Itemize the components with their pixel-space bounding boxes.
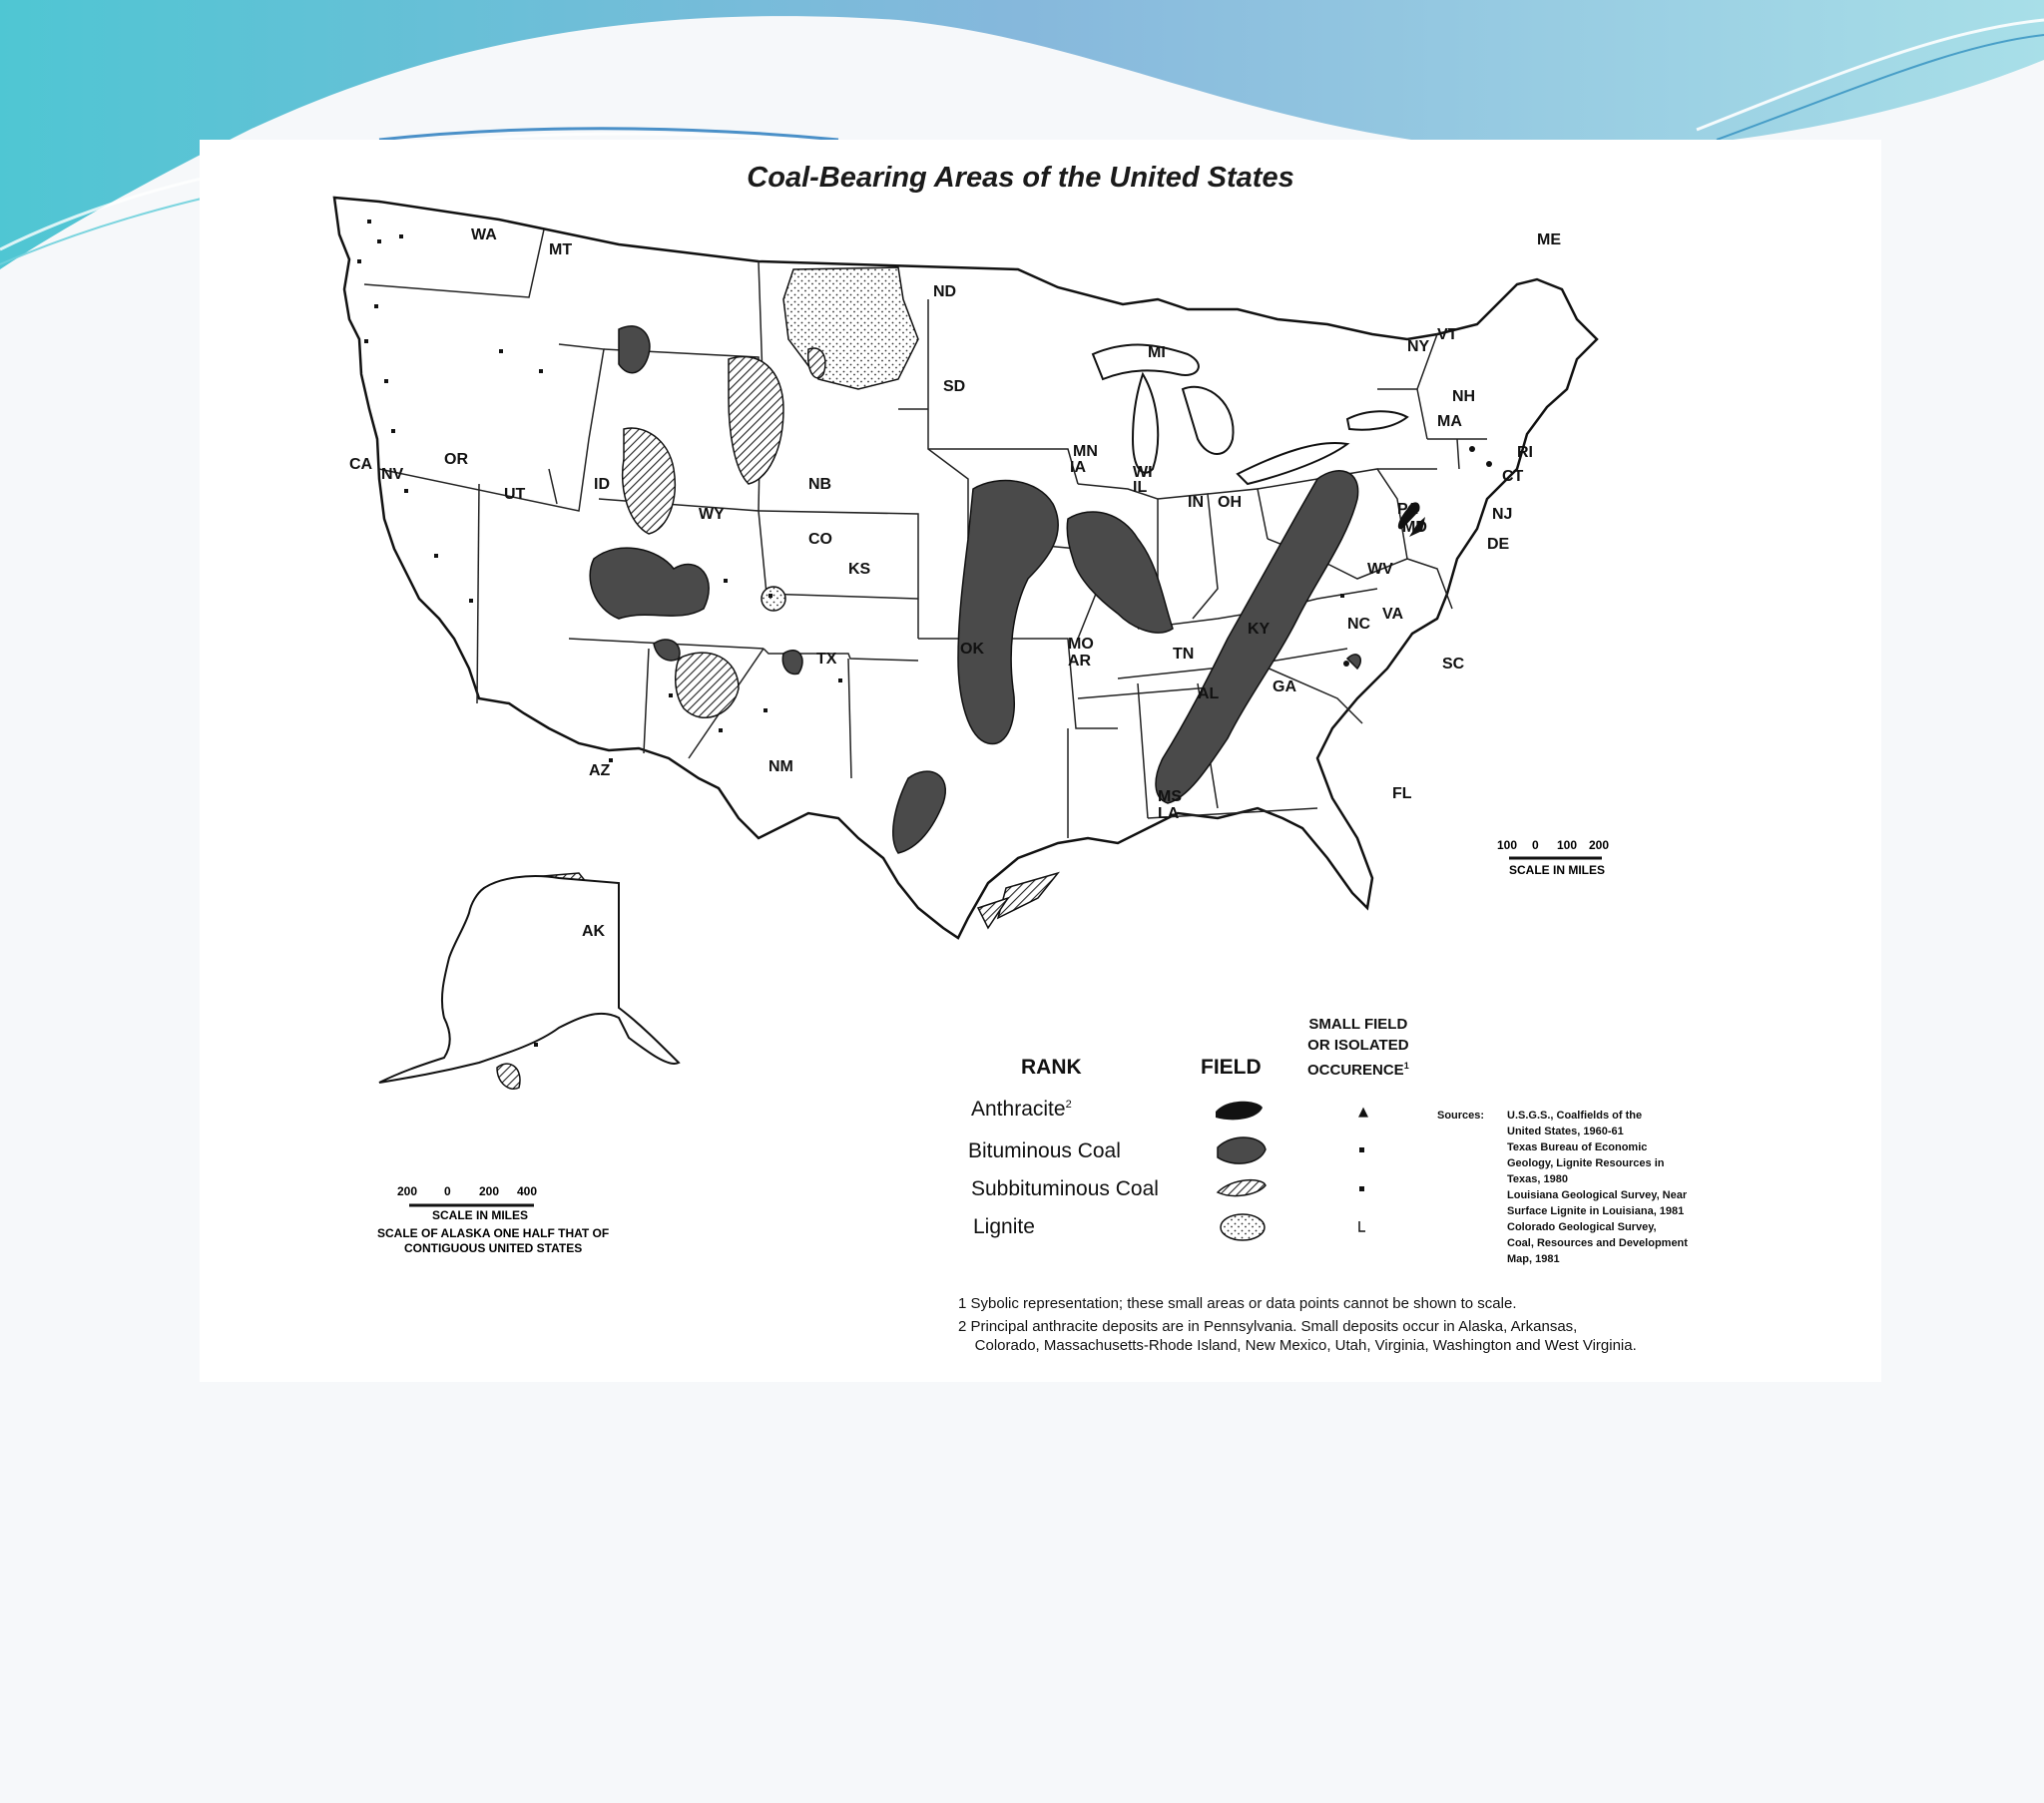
state-label: ND: [933, 283, 957, 300]
scale-tick: 0: [444, 1184, 451, 1198]
state-label: DE: [1487, 536, 1510, 553]
source-line: United States, 1960-61: [1507, 1126, 1624, 1137]
state-label: NC: [1347, 616, 1371, 633]
source-line: Texas, 1980: [1507, 1173, 1568, 1185]
state-label: MA: [1437, 413, 1462, 430]
source-line: Texas Bureau of Economic: [1507, 1141, 1648, 1153]
legend-symbols: [1216, 1102, 1368, 1240]
scale-tick: 200: [1589, 838, 1610, 852]
state-label: VT: [1437, 326, 1458, 343]
state-label: NJ: [1492, 506, 1513, 523]
source-line: Coal, Resources and Development: [1507, 1237, 1688, 1249]
scale-label: SCALE IN MILES: [432, 1208, 529, 1222]
scale-tick: 400: [517, 1184, 538, 1198]
legend-rank-sup: 2: [1065, 1099, 1072, 1111]
footnote-2: [958, 1317, 1637, 1355]
legend-field-header: FIELD: [1201, 1056, 1262, 1079]
legend-rank-subbituminous: Subbituminous Coal: [971, 1177, 1159, 1200]
state-label: IL: [1133, 479, 1148, 496]
source-line: Geology, Lignite Resources in: [1507, 1157, 1665, 1169]
state-label: OR: [444, 451, 468, 468]
state-label: NH: [1452, 388, 1476, 405]
state-label: MO: [1068, 636, 1094, 653]
state-label: OH: [1218, 494, 1242, 511]
alaska-scale-bar: [377, 1184, 609, 1255]
footnote-2-line: 2 Principal anthracite deposits are in Pennsylvania. Small deposits occur in Alaska, Arkansas,: [958, 1318, 1578, 1335]
state-label: ME: [1537, 231, 1561, 248]
legend-rank-name: Anthracite: [971, 1098, 1066, 1121]
legend-lignite-symbol: [1221, 1214, 1265, 1240]
state-label: AK: [582, 923, 606, 940]
alaska-scale-note: SCALE OF ALASKA ONE HALF THAT OF: [377, 1226, 610, 1240]
state-label: UT: [504, 486, 526, 503]
legend-small-field-header: [1307, 1014, 1409, 1081]
state-label: AL: [1198, 685, 1220, 702]
state-label: WI: [1133, 464, 1153, 481]
source-line: Colorado Geological Survey,: [1507, 1221, 1657, 1233]
state-label: AR: [1068, 653, 1092, 670]
state-label: NY: [1407, 338, 1430, 355]
sources-label: Sources:: [1437, 1110, 1485, 1122]
state-label: GA: [1273, 678, 1296, 695]
legend-bituminous-symbol: [1218, 1137, 1266, 1163]
legend-rank-anthracite: [971, 1098, 1072, 1122]
legend-small-anthracite-symbol: ▲: [1358, 1105, 1368, 1120]
legend-subbituminous-symbol: [1218, 1180, 1266, 1196]
legend-rank-bituminous: Bituminous Coal: [968, 1139, 1121, 1162]
legend-small-header-text: OCCURENCE: [1307, 1062, 1404, 1079]
state-label: CO: [808, 531, 832, 548]
state-label: AZ: [589, 762, 611, 779]
legend-small-header-line: OR ISOLATED: [1307, 1037, 1409, 1054]
legend-small-subbituminous-symbol: [1359, 1186, 1364, 1191]
state-label: KS: [848, 561, 871, 578]
scale-tick: 200: [479, 1184, 500, 1198]
scale-tick: 100: [1497, 838, 1518, 852]
state-label: NB: [808, 476, 832, 493]
state-label: MN: [1073, 443, 1098, 460]
scale-tick: 100: [1557, 838, 1578, 852]
map-title: Coal-Bearing Areas of the United States: [747, 162, 1294, 194]
source-line: Louisiana Geological Survey, Near: [1507, 1189, 1688, 1201]
state-label: NV: [381, 466, 404, 483]
legend-rank-lignite: Lignite: [973, 1215, 1035, 1238]
scale-tick: 0: [1532, 838, 1539, 852]
source-line: U.S.G.S., Coalfields of the: [1507, 1110, 1643, 1122]
state-label: SD: [943, 378, 966, 395]
state-label: ID: [594, 476, 610, 493]
state-label: OK: [960, 641, 984, 658]
coal-map-figure: [200, 140, 1881, 1382]
legend-small-header-line: [1307, 1056, 1409, 1081]
state-label: FL: [1392, 785, 1412, 802]
state-label: LA: [1158, 805, 1180, 822]
legend-anthracite-symbol: [1216, 1102, 1263, 1121]
conus-scale-bar: [1497, 838, 1609, 877]
scale-label: SCALE IN MILES: [1509, 863, 1606, 877]
legend-rank-header: RANK: [1021, 1056, 1082, 1079]
state-label: MT: [549, 241, 573, 258]
state-label: VA: [1382, 606, 1404, 623]
state-label: IN: [1188, 494, 1204, 511]
source-line: Map, 1981: [1507, 1253, 1560, 1265]
state-label: WV: [1367, 561, 1393, 578]
state-label: CA: [349, 456, 373, 473]
source-line: Surface Lignite in Louisiana, 1981: [1507, 1205, 1685, 1217]
footnote-2-line: Colorado, Massachusetts-Rhode Island, New Mexico, Utah, Virginia, Washington and West Virginia.: [958, 1337, 1637, 1354]
state-label: WA: [471, 226, 497, 243]
state-label: WY: [699, 506, 725, 523]
state-label: TX: [816, 651, 837, 668]
legend-small-header-sup: 1: [1403, 1061, 1409, 1071]
state-label: NM: [768, 758, 793, 775]
state-label: PA: [1397, 501, 1419, 518]
legend-small-bituminous-symbol: [1359, 1147, 1364, 1152]
state-label: SC: [1442, 656, 1465, 673]
alaska-scale-note: CONTIGUOUS UNITED STATES: [404, 1241, 583, 1255]
state-label: CT: [1502, 468, 1524, 485]
alaska-outline: [379, 876, 679, 1083]
state-label: IA: [1070, 459, 1086, 476]
sources-list: [1507, 1108, 1688, 1267]
state-label: MS: [1158, 788, 1182, 805]
scale-tick: 200: [397, 1184, 418, 1198]
state-label: MI: [1148, 344, 1166, 361]
state-label: KY: [1248, 621, 1271, 638]
state-label: RI: [1517, 444, 1533, 461]
state-label: MD: [1402, 519, 1427, 536]
footnote-1: 1 Sybolic representation; these small areas or data points cannot be shown to scale.: [958, 1295, 1517, 1312]
legend-small-header-line: SMALL FIELD: [1308, 1016, 1408, 1033]
legend-small-lignite-symbol: [1359, 1221, 1365, 1231]
state-label: TN: [1173, 646, 1195, 663]
